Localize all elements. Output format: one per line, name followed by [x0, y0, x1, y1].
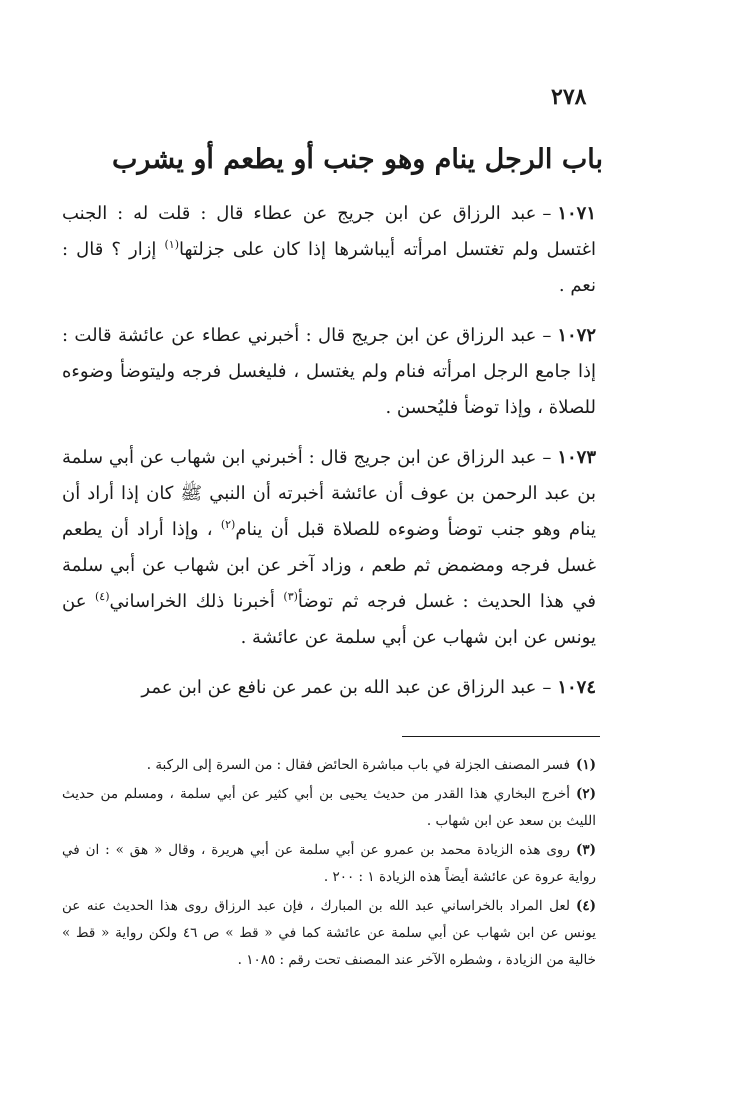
footnote-ref: (٢) — [220, 518, 236, 531]
hadith-text-cont: أخبرنا ذلك الخراساني — [109, 591, 284, 612]
dash: – — [542, 447, 552, 468]
footnote-ref: (٣) — [283, 590, 298, 603]
footnote-ref: (١) — [164, 238, 179, 251]
footnote-number: (٤) — [575, 898, 596, 914]
footnote-number: (٣) — [575, 842, 596, 858]
hadith-1072 — [62, 318, 596, 426]
page-number: ٢٧٨ — [551, 84, 587, 110]
hadith-text-cont: إزار ؟ قال : نعم . — [62, 239, 596, 296]
hadith-text: عبد الرزاق عن ابن جريج عن عطاء قال : قلت له : الجنب اغتسل ولم تغتسل امرأته أيباشرها إذا كان على جزلتها — [62, 203, 597, 260]
footnote-text: لعل المراد بالخراساني عبد الله بن المبارك ، فإن عبد الرزاق روى هذا الحديث عنه عن يونس عن ابن شهاب عن أبي سلمة عن عائشة كما في « قط » ص ٤٦ ولكن رواية « قط » خالية من الزيادة ، وشطره الآخر عند المصنف تحت رقم : ١٠٨٥ . — [62, 898, 596, 968]
dash: – — [542, 203, 552, 224]
hadith-number: ١٠٧١ — [557, 203, 596, 224]
footnotes — [62, 752, 596, 976]
footnote-text: أخرج البخاري هذا القدر من حديث يحيى بن أبي كثير عن أبي سلمة ، ومسلم من حديث الليث بن سعد عن ابن شهاب . — [62, 786, 596, 829]
hadith-1074 — [62, 670, 596, 706]
hadith-number: ١٠٧٢ — [557, 325, 596, 346]
hadith-number: ١٠٧٤ — [557, 677, 596, 698]
hadith-text: عبد الرزاق عن ابن جريج قال : أخبرني عطاء عن عائشة قالت : إذا جامع الرجل امرأته فنام ولم يغتسل ، فليغسل فرجه وليتوضأ وضوءه للصلاة ، وإذا توضأ فليُحسن . — [62, 325, 596, 418]
footnote-number: (١) — [575, 757, 596, 773]
hadith-1073 — [62, 440, 596, 656]
footnote-3 — [62, 837, 596, 891]
hadith-text-cont: عن يونس عن ابن شهاب عن أبي سلمة عن عائشة . — [62, 591, 596, 648]
footnote-text: فسر المصنف الجزلة في باب مباشرة الحائض فقال : من السرة إلى الركبة . — [146, 757, 570, 773]
hadith-text: عبد الرزاق عن ابن جريج قال : أخبرني ابن شهاب عن أبي سلمة بن عبد الرحمن بن عوف أن عائشة أخبرته أن النبي ﷺ كان إذا أراد أن ينام وهو جنب توضأ وضوءه للصلاة قبل أن ينام — [62, 447, 596, 540]
hadith-number: ١٠٧٣ — [557, 447, 596, 468]
footnote-number: (٢) — [575, 786, 596, 802]
footnote-2 — [62, 781, 596, 835]
footnote-text: روى هذه الزيادة محمد بن عمرو عن أبي سلمة عن أبي هريرة ، وقال « هق » : ان في رواية عروة عن عائشة أيضاً هذه الزيادة ١ : ٢٠٠ . — [62, 842, 596, 885]
chapter-title: باب الرجل ينام وهو جنب أو يطعم أو يشرب — [112, 144, 603, 175]
dash: – — [542, 325, 552, 346]
main-text — [62, 196, 596, 720]
hadith-1071 — [62, 196, 596, 304]
hadith-text-cont: ، وإذا أراد أن يطعم غسل فرجه ومضمض ثم طعم ، وزاد آخر عن ابن شهاب عن أبي سلمة في هذا الحديث : غسل فرجه ثم توضأ — [62, 519, 596, 612]
footnote-1 — [62, 752, 596, 779]
footnote-divider — [402, 736, 600, 737]
hadith-text: عبد الرزاق عن عبد الله بن عمر عن نافع عن ابن عمر — [141, 677, 537, 698]
footnote-4 — [62, 893, 596, 974]
footnote-ref: (٤) — [94, 590, 110, 603]
dash: – — [542, 677, 552, 698]
